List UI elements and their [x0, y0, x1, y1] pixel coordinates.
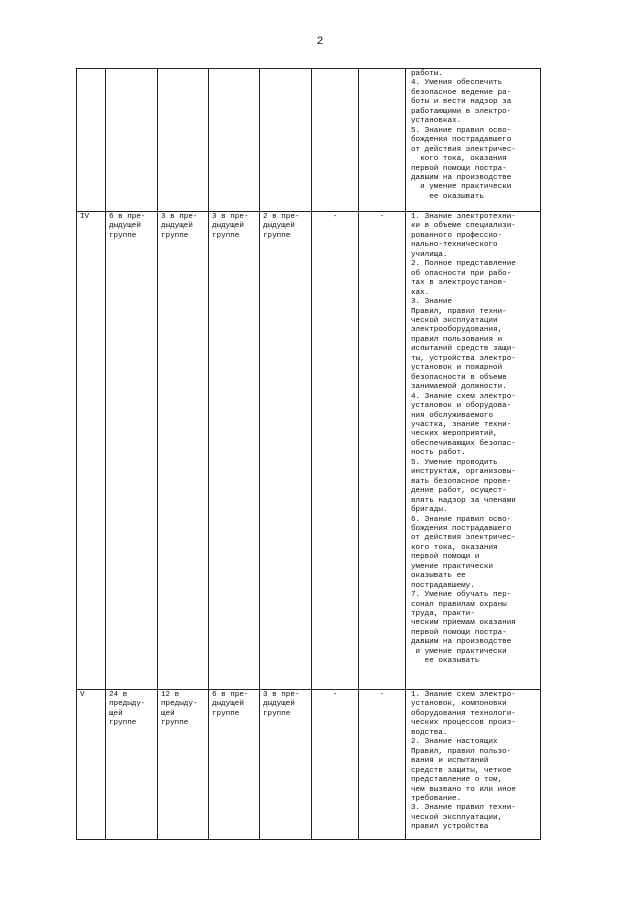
experience-cell: - [312, 690, 359, 840]
experience-cell: - [312, 212, 359, 690]
requirements-cell [406, 69, 541, 212]
requirement-line: труда, практи- [411, 610, 475, 619]
requirement-line: 1. Знание электротехни- [411, 213, 516, 221]
requirement-line: правил устройства [411, 823, 489, 832]
requirement-line: 5. Умение проводить [411, 458, 498, 467]
group-cell: V [77, 690, 106, 840]
requirement-line: бождения пострадавшего [411, 524, 512, 533]
group-cell [77, 69, 106, 212]
requirement-line: 3. Знание правил техни- [411, 804, 516, 813]
experience-cell: - [359, 212, 406, 690]
requirement-line: давшим на производстве [411, 638, 512, 647]
requirement-line: ее оказывать [411, 657, 480, 666]
experience-cell: 6 в пре- дыдущей группе [106, 212, 158, 690]
requirement-line: ческой эксплуатации, [411, 813, 503, 822]
requirement-line: 2. Полное представление [411, 260, 516, 269]
requirement-line: ки в объеме специализи- [411, 222, 516, 231]
requirement-line: пострадавшему. [411, 581, 475, 590]
group-cell: IV [77, 212, 106, 690]
requirement-line: ческим приемам оказания [411, 619, 516, 628]
requirement-line: бождения пострадавшего [411, 136, 512, 145]
requirement-line: первой помощи и [411, 553, 480, 562]
requirement-line: сонал правилам охраны [411, 600, 507, 609]
table-row [77, 212, 541, 690]
page-number: 2 [316, 36, 324, 48]
requirement-line: давшим на производстве [411, 173, 512, 182]
requirement-line: установок, компоновки [411, 700, 507, 709]
requirement-line: представление о том, [411, 776, 503, 785]
requirement-line: боты и вести надзор за [411, 98, 512, 107]
requirement-line: работающими в электро- [411, 107, 512, 116]
experience-cell: 6 в пре- дыдущей группе [209, 690, 260, 840]
requirement-line: ность работ. [411, 449, 466, 458]
requirement-line: и умение практически [411, 647, 507, 656]
requirement-line: 2. Знание настоящих [411, 738, 498, 747]
requirement-line: установок и пожарной [411, 364, 503, 373]
experience-cell [359, 69, 406, 212]
requirement-line: Правил, правил пользо- [411, 747, 512, 756]
requirement-line: требование. [411, 794, 462, 803]
requirement-line: влять надзор за членами [411, 496, 516, 505]
requirements-cell [406, 690, 541, 840]
requirement-line: об опасности при рабо- [411, 269, 512, 278]
requirement-line: от действия электричес- [411, 145, 516, 154]
experience-cell [209, 69, 260, 212]
experience-cell: 2 в пре- дыдущей группе [260, 212, 312, 690]
requirement-line: оказывать ее [411, 572, 466, 581]
requirement-line: вания и испытаний [411, 757, 489, 766]
requirement-line: умение практически [411, 562, 494, 571]
requirement-line: 3. Знание [411, 298, 453, 307]
requirement-line: средств защиты, четкое [411, 766, 512, 775]
requirements-cell [406, 212, 541, 690]
experience-cell: 12 в предыду- щей группе [158, 690, 209, 840]
requirement-line: 6. Знание правил осво- [411, 515, 512, 524]
requirement-line: безопасное ведение ра- [411, 88, 512, 97]
table-row [77, 690, 541, 840]
requirement-line: рованного профессио- [411, 231, 503, 240]
qualification-table [76, 68, 541, 840]
requirement-line: вать безопасное прове- [411, 477, 512, 486]
requirement-line: кого тока, оказания [411, 543, 498, 552]
requirement-line: 4. Знание схем электро- [411, 392, 516, 401]
requirement-line: ты, устройства электро- [411, 354, 516, 363]
requirement-line: участка, знание техни- [411, 420, 512, 429]
requirement-line: нально-технического [411, 241, 498, 250]
requirement-line: 4. Умения обеспечить [411, 79, 503, 88]
requirement-line: ческих мероприятий, [411, 430, 498, 439]
requirement-line: работы. [411, 70, 443, 78]
experience-cell [312, 69, 359, 212]
requirement-line: правил пользования и [411, 335, 503, 344]
table-row [77, 69, 541, 212]
experience-cell: 3 в пре- дыдущей группе [209, 212, 260, 690]
experience-cell: 3 в пре- дыдущей группе [158, 212, 209, 690]
requirement-line: ческой эксплуатации [411, 316, 498, 325]
requirement-line: инструктаж, организовы- [411, 468, 516, 477]
requirement-line: ках. [411, 288, 430, 297]
requirement-line: 7. Умение обучать пер- [411, 591, 512, 600]
requirement-line: водства. [411, 728, 448, 737]
requirement-line: установок и оборудова- [411, 402, 512, 411]
requirement-line: электрооборудования, [411, 326, 503, 335]
requirement-line: тах в электроустанов- [411, 279, 507, 288]
requirement-line: занимаемой должности. [411, 383, 507, 392]
requirement-line: безопасности в объеме [411, 373, 507, 382]
requirement-line: испытаний средств защи- [411, 345, 516, 354]
requirement-line: первой помощи постра- [411, 628, 507, 637]
requirement-line: ния обслуживаемого [411, 411, 494, 420]
requirement-line: обеспечивающих безопас- [411, 439, 516, 448]
requirement-line: от действия электричес- [411, 534, 516, 543]
requirement-line: первой помощи постра- [411, 164, 507, 173]
requirement-line: Правил, правил техни- [411, 307, 507, 316]
requirement-line: дение работ, осущест- [411, 487, 507, 496]
experience-cell [158, 69, 209, 212]
requirement-line: установках. [411, 117, 462, 126]
requirement-line: 1. Знание схем электро- [411, 691, 516, 699]
requirement-line: ее оказывать [411, 192, 484, 201]
experience-cell: 24 в предыду- щей группе [106, 690, 158, 840]
requirement-line: чем вызвано то или иное [411, 785, 516, 794]
requirement-line: бригады. [411, 506, 448, 515]
experience-cell: - [359, 690, 406, 840]
requirement-line: и умение практически [411, 183, 512, 192]
requirement-line: 5. Знание правил осво- [411, 126, 512, 135]
requirement-line: кого тока, оказания [411, 155, 507, 164]
requirement-line: училища. [411, 250, 448, 259]
requirement-line: оборудования технологи- [411, 709, 516, 718]
experience-cell [260, 69, 312, 212]
experience-cell: 3 в пре- дыдущей группе [260, 690, 312, 840]
requirement-line: ческих процессов произ- [411, 719, 516, 728]
experience-cell [106, 69, 158, 212]
